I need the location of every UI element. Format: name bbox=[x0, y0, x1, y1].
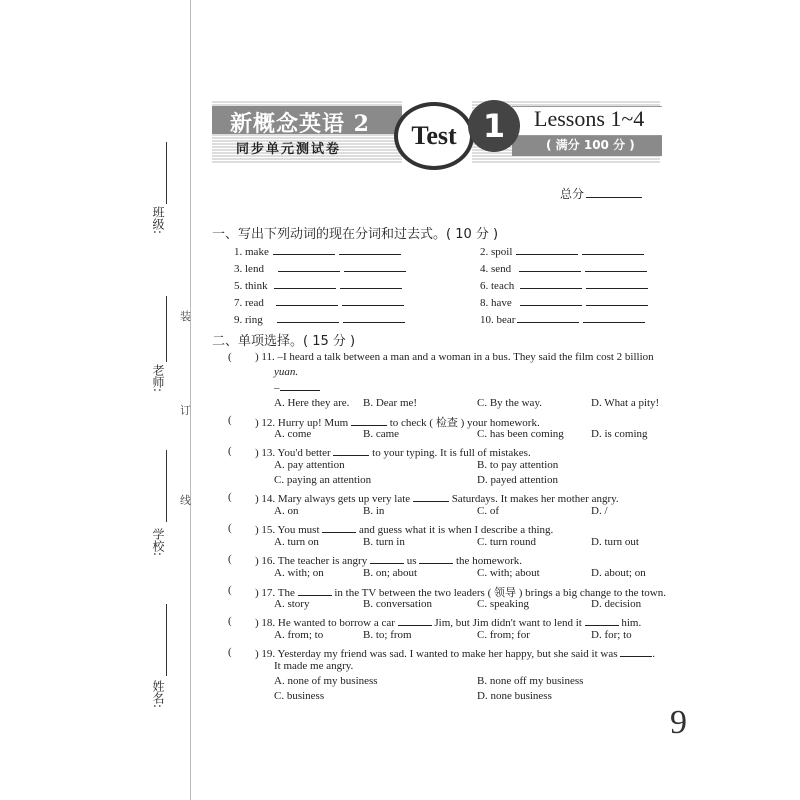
section1-heading: 一、写出下列动词的现在分词和过去式。( 10 分 ) bbox=[212, 227, 499, 242]
answer-paren[interactable]: ( bbox=[228, 553, 232, 565]
blank[interactable] bbox=[344, 261, 406, 272]
verb-item: 5. think bbox=[234, 278, 402, 292]
question-12: ) 12. Hurry up! Mum to check ( 检查 ) your homework. bbox=[255, 417, 540, 429]
question-text: – bbox=[274, 380, 320, 394]
option[interactable]: B. to pay attention bbox=[477, 459, 559, 471]
option[interactable]: C. has been coming bbox=[477, 428, 564, 440]
option[interactable]: C. of bbox=[477, 505, 499, 517]
option[interactable]: C. with; about bbox=[477, 567, 540, 579]
answer-paren[interactable]: ( bbox=[228, 646, 232, 658]
option[interactable]: A. pay attention bbox=[274, 459, 345, 471]
option[interactable]: B. in bbox=[363, 505, 385, 517]
blank[interactable] bbox=[322, 522, 356, 533]
option[interactable]: D. What a pity! bbox=[591, 397, 660, 409]
question-14: ) 14. Mary always gets up very late Saturdays. It makes her mother angry. bbox=[255, 493, 619, 505]
school-blank[interactable] bbox=[166, 450, 167, 522]
answer-paren[interactable]: ( bbox=[228, 584, 232, 596]
test-badge bbox=[394, 102, 474, 170]
answer-paren[interactable]: ( bbox=[228, 491, 232, 503]
teacher-label: 老师: bbox=[151, 364, 165, 393]
verb-item: 8. have bbox=[480, 295, 648, 309]
option[interactable]: B. on; about bbox=[363, 567, 418, 579]
blank[interactable] bbox=[519, 261, 581, 272]
binding-margin-line bbox=[190, 0, 191, 800]
class-label: 班级: bbox=[151, 206, 165, 235]
option[interactable]: D. about; on bbox=[591, 567, 646, 579]
binding-char-xian: 线 bbox=[180, 494, 191, 507]
blank[interactable] bbox=[585, 615, 619, 626]
option[interactable]: C. paying an attention bbox=[274, 474, 372, 486]
verb-item: 4. send bbox=[480, 261, 647, 275]
blank[interactable] bbox=[419, 553, 453, 564]
option[interactable]: D. turn out bbox=[591, 536, 639, 548]
blank[interactable] bbox=[278, 261, 340, 272]
blank[interactable] bbox=[620, 646, 652, 657]
blank[interactable] bbox=[520, 278, 582, 289]
answer-paren[interactable]: ( bbox=[228, 414, 232, 426]
blank[interactable] bbox=[586, 295, 648, 306]
option[interactable]: D. none business bbox=[477, 690, 552, 702]
blank[interactable] bbox=[333, 445, 369, 456]
question-18: ) 18. He wanted to borrow a car Jim, but Jim didn't want to lend it him. bbox=[255, 617, 642, 629]
answer-paren[interactable]: ( bbox=[228, 351, 232, 363]
option[interactable]: B. came bbox=[363, 428, 400, 440]
option[interactable]: D. decision bbox=[591, 598, 642, 610]
blank[interactable] bbox=[517, 312, 579, 323]
test-number: 1 bbox=[482, 107, 506, 145]
blank[interactable] bbox=[273, 244, 335, 255]
blank[interactable] bbox=[276, 295, 338, 306]
binding-char-zhuang: 装 bbox=[180, 310, 191, 323]
option[interactable]: C. turn round bbox=[477, 536, 536, 548]
blank[interactable] bbox=[340, 278, 402, 289]
option[interactable]: B. turn in bbox=[363, 536, 405, 548]
option[interactable]: B. Dear me! bbox=[363, 397, 418, 409]
class-blank[interactable] bbox=[166, 142, 167, 204]
answer-paren[interactable]: ( bbox=[228, 615, 232, 627]
test-number-badge bbox=[468, 100, 520, 152]
blank[interactable] bbox=[339, 244, 401, 255]
blank[interactable] bbox=[280, 380, 320, 391]
option[interactable]: A. with; on bbox=[274, 567, 324, 579]
blank[interactable] bbox=[586, 278, 648, 289]
total-score bbox=[560, 185, 642, 202]
blank[interactable] bbox=[413, 491, 449, 502]
series-title: 新概念英语 2 bbox=[230, 111, 370, 137]
question-text: yuan. bbox=[274, 366, 299, 378]
option[interactable]: B. to; from bbox=[363, 629, 412, 641]
verb-item: 9. ring bbox=[234, 312, 405, 326]
question-15: ) 15. You must and guess what it is when I describe a thing. bbox=[255, 524, 554, 536]
question-19: ) 19. Yesterday my friend was sad. I wanted to make her happy, but she said it was . bbox=[255, 648, 656, 660]
option[interactable]: D. / bbox=[591, 505, 608, 517]
answer-paren[interactable]: ( bbox=[228, 445, 232, 457]
blank[interactable] bbox=[351, 415, 387, 426]
verb-item: 3. lend bbox=[234, 261, 406, 275]
blank[interactable] bbox=[343, 312, 405, 323]
option[interactable]: C. speaking bbox=[477, 598, 529, 610]
option[interactable]: B. none off my business bbox=[477, 675, 584, 687]
question-16: ) 16. The teacher is angry us the homework. bbox=[255, 555, 522, 567]
section2-heading: 二、单项选择。( 15 分 ) bbox=[212, 334, 356, 349]
full-score: ( 满分 100 分 ) bbox=[546, 138, 635, 152]
binding-char-ding: 订 bbox=[180, 404, 191, 417]
option[interactable]: D. payed attention bbox=[477, 474, 558, 486]
lessons-range: Lessons 1~4 bbox=[534, 106, 645, 131]
option[interactable]: A. Here they are. bbox=[274, 397, 350, 409]
question-11: ) 11. –I heard a talk between a man and a woman in a bus. They said the film cost 2 billion bbox=[255, 351, 654, 363]
name-label: 姓名: bbox=[151, 680, 165, 709]
option[interactable]: C. By the way. bbox=[477, 397, 542, 409]
blank[interactable] bbox=[398, 615, 432, 626]
option[interactable]: C. from; for bbox=[477, 629, 530, 641]
blank[interactable] bbox=[342, 295, 404, 306]
option[interactable]: A. from; to bbox=[274, 629, 324, 641]
school-label: 学校: bbox=[151, 528, 165, 557]
option[interactable]: A. story bbox=[274, 598, 310, 610]
option[interactable]: C. business bbox=[274, 690, 325, 702]
blank[interactable] bbox=[277, 312, 339, 323]
verb-item: 1. make bbox=[234, 244, 401, 258]
total-blank[interactable] bbox=[586, 187, 642, 198]
teacher-blank[interactable] bbox=[166, 296, 167, 362]
question-17: ) 17. The in the TV between the two leaders ( 领导 ) brings a big change to the town. bbox=[255, 587, 666, 599]
verb-item: 2. spoil bbox=[480, 244, 644, 258]
question-text: It made me angry. bbox=[274, 660, 354, 672]
option[interactable]: A. turn on bbox=[274, 536, 319, 548]
question-13: ) 13. You'd better to your typing. It is full of mistakes. bbox=[255, 447, 531, 459]
verb-item: 7. read bbox=[234, 295, 404, 309]
blank[interactable] bbox=[298, 585, 332, 596]
blank[interactable] bbox=[516, 244, 578, 255]
blank[interactable] bbox=[274, 278, 336, 289]
option[interactable]: D. for; to bbox=[591, 629, 632, 641]
verb-item: 10. bear bbox=[480, 312, 645, 326]
blank[interactable] bbox=[520, 295, 582, 306]
test-word: Test bbox=[411, 121, 457, 150]
option[interactable]: A. none of my business bbox=[274, 675, 378, 687]
total-label: 总分 bbox=[560, 187, 585, 201]
blank[interactable] bbox=[370, 553, 404, 564]
blank[interactable] bbox=[585, 261, 647, 272]
option[interactable]: A. come bbox=[274, 428, 312, 440]
name-blank[interactable] bbox=[166, 604, 167, 676]
option[interactable]: A. on bbox=[274, 505, 299, 517]
test-banner bbox=[212, 100, 660, 164]
blank[interactable] bbox=[583, 312, 645, 323]
series-subtitle: 同步单元测试卷 bbox=[236, 142, 342, 157]
option[interactable]: D. is coming bbox=[591, 428, 648, 440]
verb-item: 6. teach bbox=[480, 278, 648, 292]
option[interactable]: B. conversation bbox=[363, 598, 433, 610]
answer-paren[interactable]: ( bbox=[228, 522, 232, 534]
blank[interactable] bbox=[582, 244, 644, 255]
page-number: 9 bbox=[670, 704, 687, 741]
